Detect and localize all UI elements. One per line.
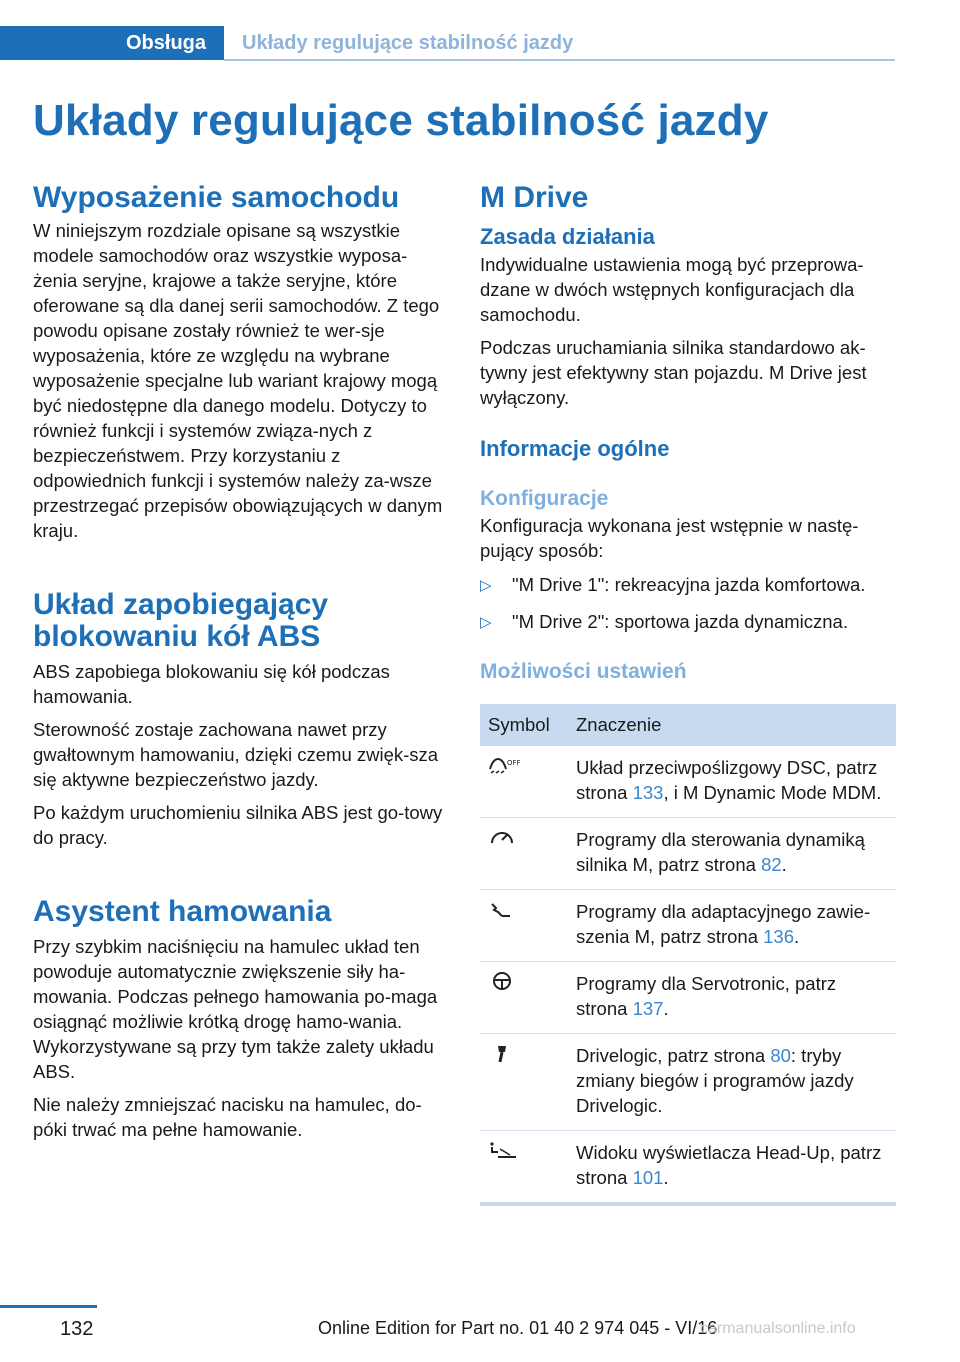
column-header-symbol: Symbol [480,704,568,746]
table-header-row [480,704,896,746]
page-link[interactable]: 101 [632,1167,664,1188]
settings-table [480,704,896,1206]
list-item: ▷ "M Drive 2": sportowa jazda dynamiczna. [480,609,896,634]
steering-wheel-icon [488,971,522,991]
column-header-meaning: Znaczenie [568,704,896,746]
triangle-bullet-icon: ▷ [480,614,492,631]
page-link[interactable]: 82 [761,854,782,875]
general-info-heading: Informacje ogólne [480,436,670,461]
config-heading: Konfiguracje [480,487,609,510]
equipment-heading: Wyposażenie samochodu [33,181,400,214]
section-tab-label: Obsługa [125,31,206,54]
section-tab[interactable] [0,26,224,60]
page-number: 132 [60,1318,94,1340]
table-row: Widoku wyświetlacza Head-Up, patrz strona 101. [480,1131,896,1205]
brake-assist-paragraph-2: Nie należy zmniejszać nacisku na hamulec, do-póki trwać ma pełne hamowanie. [33,1094,422,1140]
abs-heading: Układ zapobiegający blokowaniu kół ABS [33,588,329,653]
equipment-body: W niniejszym rozdziale opisane są wszystkie modele samochodów oraz wszystkie wyposa-żenia seryjne, krajowe a także seryjne, które oferowane są dla danej serii samochodów. Z tego powodu opisane zostały również te wer-sje wyposażenia, które ze względu na wybrane wyposażenie specjalne lub wariant krajowy mogą być niedostępne dla danego modelu. Dotyczy to również funkcji i systemów związa-nych z bezpieczeństwem. Przy korzystaniu z odpowiednich funkcji i systemów należy za-wsze przestrzegać przepisów obowiązujących w danym kraju. [33,220,443,541]
m-drive-heading: M Drive [480,181,589,214]
suspension-icon [488,899,522,919]
principle-heading: Zasada działania [480,224,655,249]
triangle-bullet-icon: ▷ [480,577,492,594]
right-column [480,182,896,1206]
page-header [0,26,895,62]
page-title: Układy regulujące stabilność jazdy [33,96,769,145]
principle-paragraph-1: Indywidualne ustawienia mogą być przeprowa-dzane w dwóch wstępnych konfiguracjach dla samochodu. [480,254,864,325]
footer-divider [0,1305,97,1308]
edition-label: Online Edition for Part no. 01 40 2 974 045 - VI/16 [318,1318,718,1338]
page-link[interactable]: 136 [763,926,795,947]
table-row: OFF Układ przeciwpoślizgowy DSC, patrz strona 133, i M Dynamic Mode MDM. [480,746,896,818]
config-list [480,572,896,634]
abs-paragraph-3: Po każdym uruchomieniu silnika ABS jest go-towy do pracy. [33,802,443,848]
table-row: Programy dla sterowania dynamiką silnika M, patrz strona 82. [480,818,896,890]
table-row: Programy dla Servotronic, patrz strona 137. [480,962,896,1034]
page-link[interactable]: 80 [770,1045,791,1066]
svg-text:OFF: OFF [507,759,521,767]
engine-dynamics-icon [488,827,522,847]
config-intro: Konfiguracja wykonana jest wstępnie w nastę-pujący sposób: [480,515,859,561]
principle-paragraph-2: Podczas uruchamiania silnika standardowo ak-tywny jest efektywny stan pojazdu. M Drive jest wyłączony. [480,337,867,408]
brake-assist-heading: Asystent hamowania [33,895,332,928]
page-link[interactable]: 133 [632,782,664,803]
settings-heading: Możliwości ustawień [480,660,687,683]
page-link[interactable]: 137 [632,998,664,1019]
left-column [33,182,449,1142]
table-row: Programy dla adaptacyjnego zawie-szenia M, patrz strona 136. [480,890,896,962]
abs-paragraph-1: ABS zapobiega blokowaniu się kół podczas hamowania. [33,661,390,707]
brake-assist-paragraph-1: Przy szybkim naciśnięciu na hamulec układ ten powoduje automatycznie zwiększenie siły ha-mowania. Podczas pełnego hamowania po-maga osiągnąć możliwie krótką drogę hamo-wania. Wykorzystywane są przy tym także zalety układu ABS. [33,936,438,1082]
dsc-off-icon [488,755,522,775]
abs-paragraph-2: Sterowność zostaje zachowana nawet przy gwałtownym hamowaniu, dzięki czemu zwięk-sza się aktywne bezpieczeństwo jazdy. [33,719,439,790]
list-item: ▷ "M Drive 1": rekreacyjna jazda komfortowa. [480,572,896,597]
watermark: carmanualsonline.info [700,1320,856,1337]
head-up-display-icon [488,1140,522,1160]
header-divider [224,59,895,61]
gear-lever-icon [488,1043,522,1063]
table-row: Drivelogic, patrz strona 80: tryby zmiany biegów i programów jazdy Drivelogic. [480,1034,896,1131]
breadcrumb[interactable]: Układy regulujące stabilność jazdy [242,32,574,54]
